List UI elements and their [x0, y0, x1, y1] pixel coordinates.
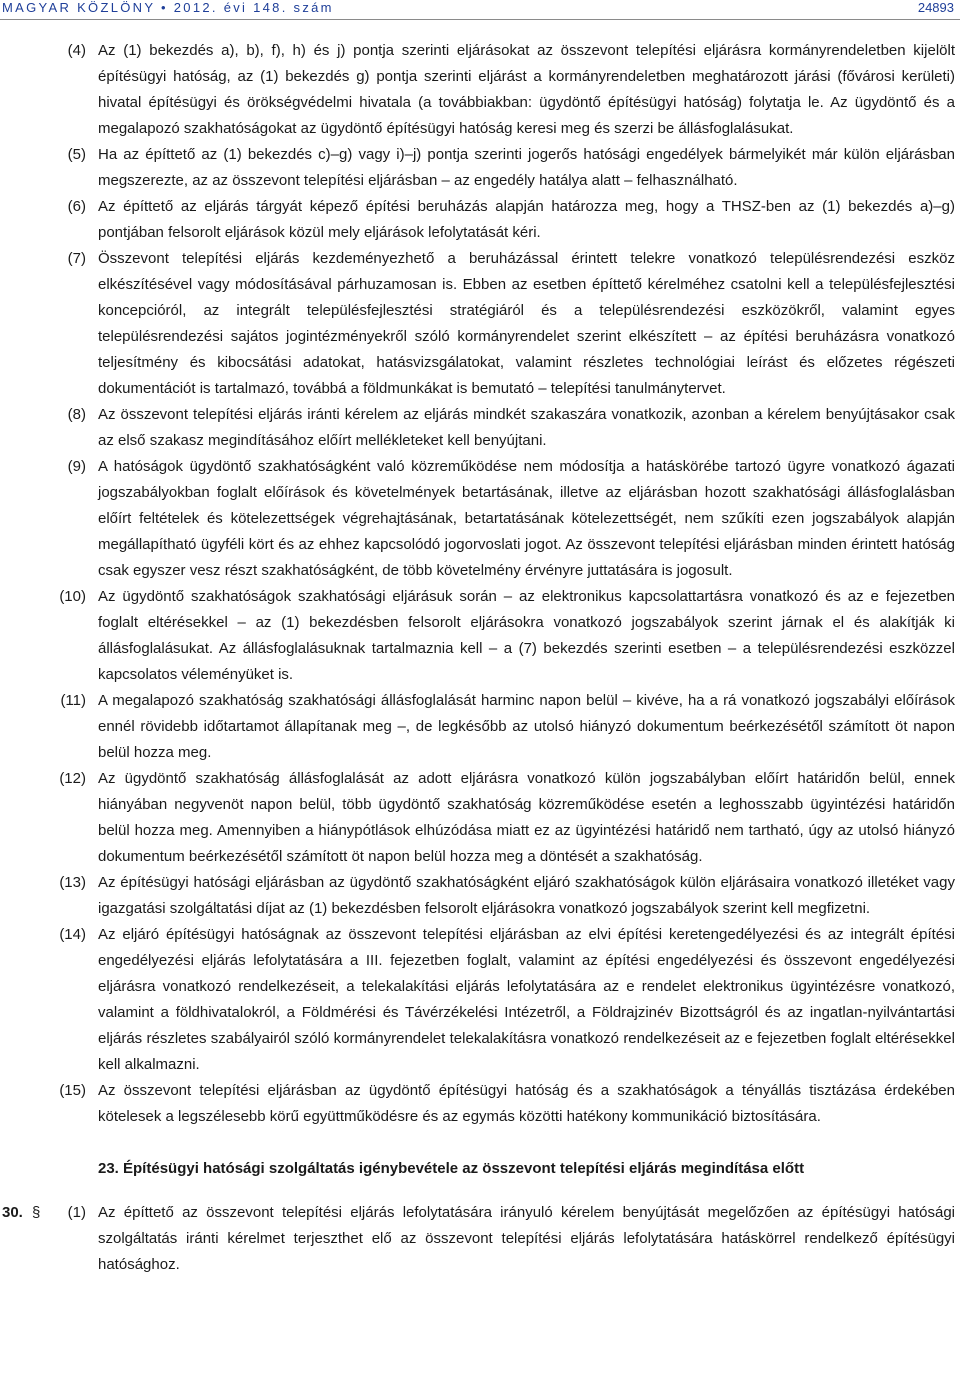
paragraph [0, 688, 960, 766]
paragraph-text: A hatóságok ügydöntő szakhatóságként való közreműködése nem módosítja a hatáskörébe tartozó ügyre vonatkozó ágazati jogszabályokban foglalt előírások és követelmények betartásának, illetve az eljárásban hozott szakhatósági állásfoglalásban előírt feltételek és kötelezettségek végrehajtásának, betartatásának kötelezettségét, nem szűkíti ezen jogszabályok alapján megállapítható ügyféli kört és az ehhez kapcsolódó jogorvoslati jogot. Az összevont telepítési eljárásban minden érintett hatóság csak egyszer vesz részt szakhatóságként, de több követelmény érvényre juttatására is jogosult. [98, 458, 955, 579]
paragraph-number: (11) [60, 692, 86, 709]
paragraph [0, 922, 960, 1078]
paragraph [0, 38, 960, 142]
paragraph-text: Az eljáró építésügyi hatóságnak az összevont telepítési eljárásban az elvi építési keretengedélyezési és az integrált építési engedélyezési eljárás lefolytatására a III. fejezetben foglalt, valamint az építési engedélyezési és összevont engedélyezési eljárásra vonatkozó rendelkezéseit, a telekalakítási eljárás lefolytatására az e rendelet elektronikus ügyintézésre vonatkozó, valamint a földhivatalokról, a Földmérési és Távérzékelési Intézetről, a Földrajzinév Bizottságról és az ingatlan-nyilvántartási eljárás részletes szabályairól szóló kormányrendelet telekalakításra vonatkozó rendelkezéseit az e fejezetben foglalt eltérésekkel kell alkalmazni. [98, 926, 955, 1073]
paragraph-number: (15) [59, 1082, 86, 1099]
document-body [0, 38, 960, 1278]
paragraph [0, 194, 960, 246]
paragraph-number: (5) [67, 146, 86, 163]
paragraph-text: Ha az építtető az (1) bekezdés c)–g) vagy i)–j) pontja szerinti jogerős hatósági engedélyek bármelyikét már külön eljárásban megszerezte, az az összevont telepítési eljárásban – az engedély hatálya alatt – felhasználható. [98, 146, 955, 189]
journal-title: MAGYAR KÖZLÖNY • 2012. évi 148. szám [2, 0, 334, 15]
paragraph-text: Az ügydöntő szakhatóság állásfoglalását az adott eljárásra vonatkozó külön jogszabályban előírt határidőn belül, ennek hiányában negyvenöt napon belül, több ügydöntő szakhatóság közreműködése esetén a leghosszabb ügyintézési határidőn belül hozza meg. Amennyiben a hiánypótlások elhúzódása miatt ez az ügyintézési határidő nem tartható, úgy az utolsó hiányzó dokumentum beérkezésétől számított öt napon belül hozza meg a döntését a szakhatóság. [98, 770, 955, 865]
paragraph-number: (13) [59, 874, 86, 891]
paragraph [0, 870, 960, 922]
paragraph [0, 402, 960, 454]
paragraph [0, 454, 960, 584]
section-title: 23. Építésügyi hatósági szolgáltatás igénybevétele az összevont telepítési eljárás megindítása előtt [98, 1160, 805, 1177]
paragraph-text: Az építésügyi hatósági eljárásban az ügydöntő szakhatóságként eljáró szakhatóságok külön eljárásaira vonatkozó illetéket vagy igazgatási szolgáltatási díjat az (1) bekezdésben felsorolt eljárásokra vonatkozó jogszabályok szerint kell megfizetni. [98, 874, 955, 917]
paragraph-text: Az (1) bekezdés a), b), f), h) és j) pontja szerinti eljárásokat az összevont telepítési eljárásra kormányrendeletben kijelölt építésügyi hatóság, az (1) bekezdés g) pontja szerinti eljárást a kormányrendeletben meghatározott járási (fővárosi kerületi) hivatal építésügyi és örökségvédelmi hivatala (a továbbiakban: ügydöntő építésügyi hatóság) folytatja le. Az ügydöntő és a megalapozó szakhatóságokat az ügydöntő építésügyi hatóság keresi meg és szerzi be állásfoglalásukat. [98, 42, 955, 137]
page-header [0, 0, 960, 16]
paragraph-text: Összevont telepítési eljárás kezdeményezhető a beruházással érintett telekre vonatkozó településrendezési eszköz elkészítésével vagy módosításával párhuzamosan is. Ebben az esetben építtető kérelméhez csatolni kell a településfejlesztési koncepcióról, az integrált településfejlesztési stratégiáról és a településrendezési eszközökről, valamint egyes településrendezési sajátos jogintézményekről szóló kormányrendelet szerint elkészített – az építési beruházásra vonatkozó teljesítmény és kibocsátási adatokat, hatásvizsgálatokat, valamint részletes technológiai leírást és előzetes régészeti dokumentációt is tartalmazó, továbbá a földmunkákat is bemutató – telepítési tanulmánytervet. [98, 250, 955, 397]
page-number: 24893 [917, 0, 954, 15]
paragraph-number: (12) [59, 770, 86, 787]
paragraph-text: Az ügydöntő szakhatóságok szakhatósági eljárásuk során – az elektronikus kapcsolattartásra vonatkozó és az e fejezetben foglalt eltérésekkel – az (1) bekezdésben felsorolt eljárásokra vonatkozó jogszabályok szerint járnak el és alakítják ki állásfoglalásukat. Az állásfoglalásuknak tartalmaznia kell – a (7) bekezdés szerinti esetben – a településrendezési eszközzel kapcsolatos véleményüket is. [98, 588, 955, 683]
paragraph-text: A megalapozó szakhatóság szakhatósági állásfoglalását harminc napon belül – kivéve, ha a rá vonatkozó jogszabályi előírások ennél rövidebb időtartamot állapítanak meg –, de legkésőbb az utolsó hiányzó dokumentum beérkezésétől számított öt napon belül hozza meg. [98, 692, 955, 761]
section-sign: § [32, 1204, 41, 1221]
paragraph [0, 584, 960, 688]
paragraph-text: Az összevont telepítési eljárás iránti kérelem az eljárás mindkét szakaszára vonatkozik, azonban a kérelem benyújtásakor csak az első szakasz megindításához előírt mellékleteket kell benyújtani. [98, 406, 955, 449]
header-divider [0, 19, 960, 20]
article-number: 30. [2, 1204, 23, 1221]
paragraph-list [0, 38, 960, 1130]
paragraph-number: (8) [67, 406, 86, 423]
paragraph [0, 142, 960, 194]
paragraph-text: Az építtető az eljárás tárgyát képező építési beruházás alapján határozza meg, hogy a THSZ-ben az (1) bekezdés a)–g) pontjában felsorolt eljárások közül mely eljárások lefolytatását kéri. [98, 198, 955, 241]
paragraph-number: (7) [67, 250, 86, 267]
paragraph-number: (1) [67, 1204, 86, 1221]
paragraph [0, 766, 960, 870]
paragraph [0, 246, 960, 402]
paragraph-number: (4) [67, 42, 86, 59]
paragraph-text: Az összevont telepítési eljárásban az ügydöntő építésügyi hatóság és a szakhatóságok a tényállás tisztázása érdekében kötelesek a legszélesebb körű együttműködésre és az egymás közötti hatékony kommunikáció biztosítására. [98, 1082, 955, 1125]
paragraph-number: (14) [59, 926, 86, 943]
article-paragraph [0, 1200, 960, 1278]
paragraph [0, 1078, 960, 1130]
paragraph-number: (9) [67, 458, 86, 475]
paragraph-number: (10) [59, 588, 86, 605]
paragraph-number: (6) [67, 198, 86, 215]
paragraph-text: Az építtető az összevont telepítési eljárás lefolytatására irányuló kérelem benyújtását megelőzően az építésügyi hatósági szolgáltatás iránti kérelmet terjeszthet elő az összevont telepítési eljárás lefolytatására hatáskörrel rendelkező építésügyi hatósághoz. [98, 1204, 955, 1273]
